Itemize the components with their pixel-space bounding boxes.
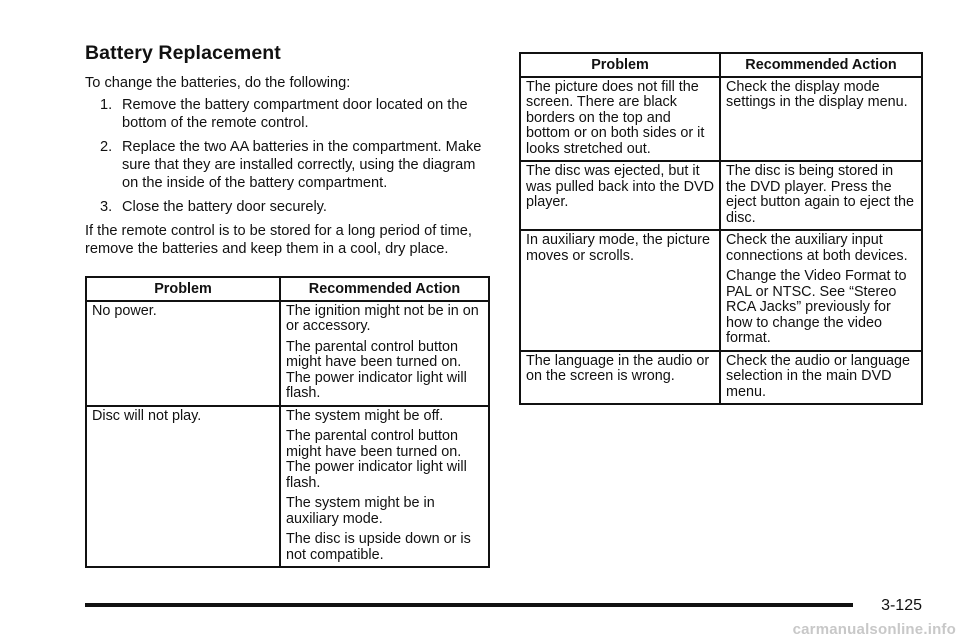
left-column <box>85 42 490 568</box>
step-item <box>100 138 490 192</box>
table-header-row <box>520 53 922 77</box>
action-text: The disc is upside down or is not compatible. <box>286 531 471 563</box>
action-text: The system might be off. <box>286 407 444 424</box>
action-cell <box>280 406 489 568</box>
table-row <box>86 301 489 406</box>
problem-cell: The disc was ejected, but it was pulled back into the DVD player. <box>520 161 720 230</box>
step-text: Replace the two AA batteries in the compartment. Make sure that they are installed correctly, using the diagram on the inside of the battery compartment. <box>122 139 482 191</box>
table-row <box>520 161 922 230</box>
step-number: 1. <box>100 97 113 113</box>
intro-text: To change the batteries, do the following: <box>85 75 351 91</box>
step-text: Close the battery door securely. <box>122 199 327 215</box>
footer-rule <box>85 603 853 607</box>
problem-cell: The language in the audio or on the screen is wrong. <box>520 351 720 405</box>
action-text: Change the Video Format to PAL or NTSC. See “Stereo RCA Jacks” previously for how to change the video format. <box>726 268 907 346</box>
table-header-row <box>86 277 489 301</box>
step-text: Remove the battery compartment door located on the bottom of the remote control. <box>122 97 468 131</box>
problem-cell: In auxiliary mode, the picture moves or scrolls. <box>520 230 720 351</box>
problem-cell: No power. <box>86 301 280 406</box>
problem-header: Problem <box>86 277 280 301</box>
right-column <box>519 52 923 405</box>
page-number: 3-125 <box>881 597 922 614</box>
step-number: 3. <box>100 199 113 215</box>
watermark: carmanualsonline.info <box>792 621 956 638</box>
action-cell <box>280 301 489 406</box>
action-text: The disc is being stored in the DVD player. Press the eject button again to eject the disc. <box>726 163 915 226</box>
problem-header: Problem <box>520 53 720 77</box>
action-text: Check the display mode settings in the display menu. <box>726 78 908 110</box>
section-title: Battery Replacement <box>85 42 281 64</box>
action-text: The system might be in auxiliary mode. <box>286 495 435 527</box>
action-text: The ignition might not be in on or accessory. <box>286 302 479 334</box>
storage-note: If the remote control is to be stored for a long period of time, remove the batteries and keep them in a cool, dry place. <box>85 223 472 257</box>
step-item <box>100 198 490 216</box>
table-row <box>520 230 922 351</box>
action-text: The parental control button might have been turned on. The power indicator light will flash. <box>286 338 467 401</box>
troubleshooting-table-right <box>519 52 923 405</box>
table-row <box>520 351 922 405</box>
action-text: Check the audio or language selection in the main DVD menu. <box>726 352 911 400</box>
table-row <box>86 406 489 568</box>
troubleshooting-table-left <box>85 276 490 568</box>
problem-cell: Disc will not play. <box>86 406 280 568</box>
action-cell <box>720 230 922 351</box>
problem-cell: The picture does not fill the screen. There are black borders on the top and bottom or on both sides or it looks stretched out. <box>520 77 720 162</box>
action-cell <box>720 77 922 162</box>
action-cell <box>720 351 922 405</box>
action-header: Recommended Action <box>280 277 489 301</box>
action-text: The parental control button might have been turned on. The power indicator light will flash. <box>286 428 467 491</box>
step-number: 2. <box>100 139 113 155</box>
table-row <box>520 77 922 162</box>
action-cell <box>720 161 922 230</box>
action-text: Check the auxiliary input connections at both devices. <box>726 232 908 264</box>
action-header: Recommended Action <box>720 53 922 77</box>
step-item <box>100 96 490 132</box>
steps-list <box>85 96 490 216</box>
